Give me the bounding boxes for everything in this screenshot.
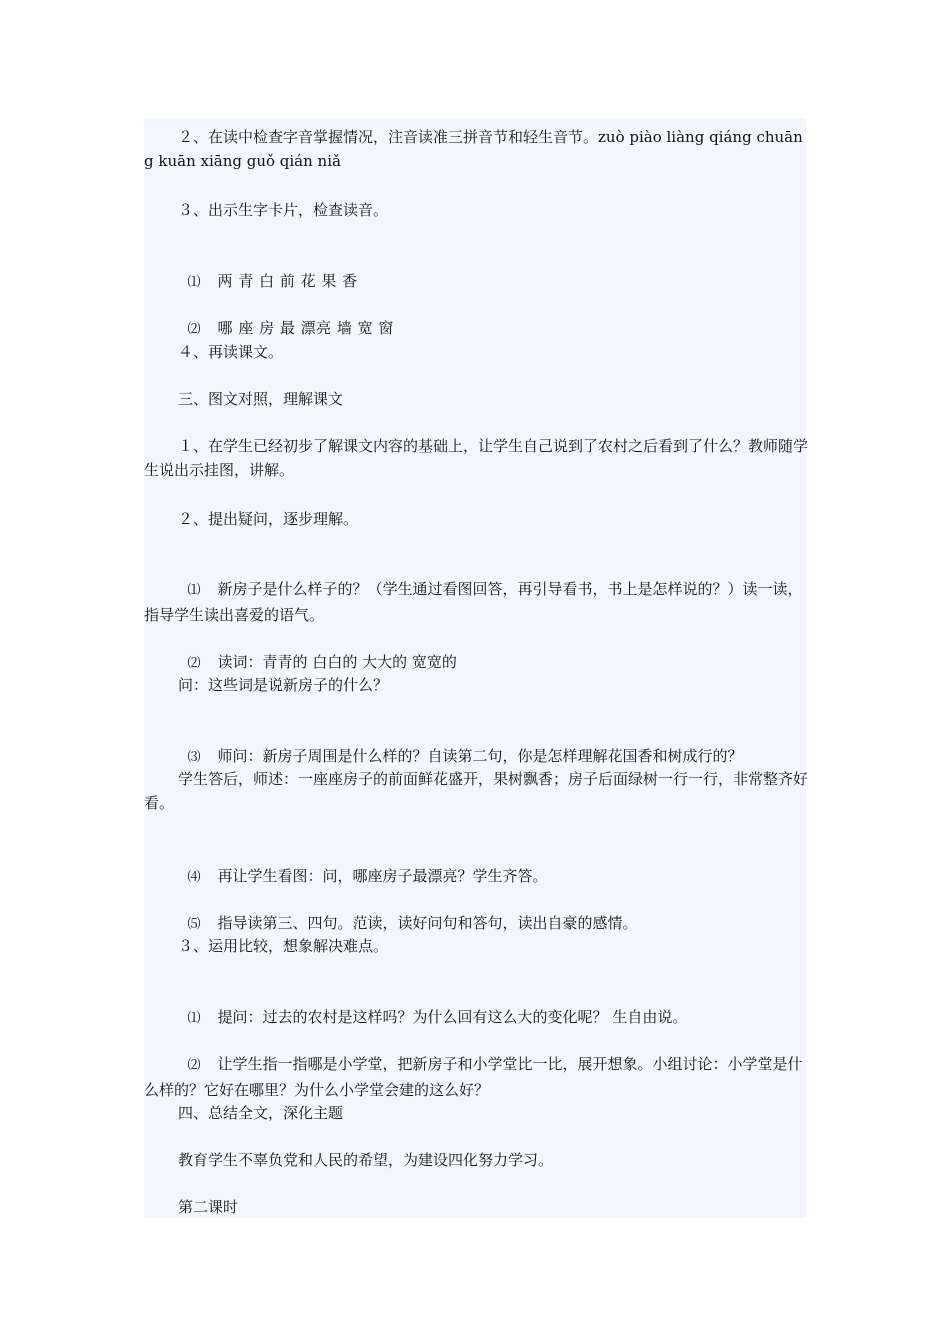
paragraph-pinyin-check: ２、在读中检查字音掌握情况，注音读准三拼音节和轻生音节。zuò piào liàng qiáng chuāng kuān xiāng guǒ qián niǎ <box>144 128 803 170</box>
list-marker: ⑷ <box>187 870 201 885</box>
paragraph-text: 指导读第三、四句。范读，读好问句和答句，读出自豪的感情。 <box>217 914 638 932</box>
list-marker: ⑴ <box>187 1011 201 1026</box>
paragraph-education: 教育学生不辜负党和人民的希望，为建设四化努力学习。 <box>178 1151 554 1169</box>
paragraph-teacher-asks <box>144 720 808 770</box>
paragraph-char-list-1 <box>144 245 808 295</box>
paragraph-char-list-2 <box>144 292 808 342</box>
char-list-text: 两 青 白 前 花 果 香 <box>217 272 358 290</box>
paragraph-text: 再让学生看图：问，哪座房子最漂亮？学生齐答。 <box>217 867 548 885</box>
paragraph-raise-questions: ２、提出疑问，逐步理解。 <box>178 510 359 528</box>
paragraph-look-at-picture <box>144 840 808 890</box>
section-heading-3: 三、图文对照，理解课文 <box>178 390 344 408</box>
paragraph-text: 新房子是什么样子的？（学生通过看图回答，再引导看书，书上是怎样说的？）读一读，指导学生读出喜爱的语气。 <box>144 580 803 624</box>
list-marker: ⑸ <box>187 917 201 932</box>
paragraph-compare: ３、运用比较，想象解决难点。 <box>178 937 389 955</box>
list-marker: ⑴ <box>187 583 201 598</box>
list-marker: ⑵ <box>187 1058 201 1073</box>
paragraph-text: 读词：青青的 白白的 大大的 宽宽的 <box>217 653 457 671</box>
list-marker: ⑶ <box>187 750 201 765</box>
paragraph-school-discussion <box>144 1028 808 1102</box>
paragraph-text: 让学生指一指哪是小学堂，把新房子和小学堂比一比，展开想象。小组讨论：小学堂是什么样的？它好在哪里？为什么小学堂会建的这么好？ <box>144 1055 803 1099</box>
paragraph-reread: ４、再读课文。 <box>178 343 284 361</box>
paragraph-question: 问：这些词是说新房子的什么？ <box>178 676 389 694</box>
list-marker: ⑵ <box>187 656 201 671</box>
paragraph-guided-reading <box>144 887 808 937</box>
paragraph-new-house <box>144 553 808 627</box>
paragraph-text: 师问：新房子周围是什么样的？自读第二句，你是怎样理解花国香和树成行的？ <box>217 747 743 765</box>
paragraph-text: 提问：过去的农村是这样吗？为什么回有这么大的变化呢？ 生自由说。 <box>217 1008 688 1026</box>
paragraph-ask-past <box>144 981 808 1031</box>
list-marker: ⑴ <box>187 275 201 290</box>
paragraph-show-cards: ３、出示生字卡片，检查读音。 <box>178 201 389 219</box>
paragraph-teacher-narrates: 学生答后，师述：一座座房子的前面鲜花盛开，果树飘香；房子后面绿树一行一行，非常整齐好看。 <box>144 770 809 812</box>
paragraph-second-lesson: 第二课时 <box>178 1198 239 1216</box>
paragraph-student-says: １、在学生已经初步了解课文内容的基础上，让学生自己说到了农村之后看到了什么？教师随学生说出示挂图，讲解。 <box>144 437 809 479</box>
list-marker: ⑵ <box>187 322 201 337</box>
char-list-text: 哪 座 房 最 漂亮 墙 宽 窗 <box>217 319 394 337</box>
paragraph-read-words <box>144 626 808 676</box>
section-heading-4: 四、总结全文，深化主题 <box>178 1104 344 1122</box>
